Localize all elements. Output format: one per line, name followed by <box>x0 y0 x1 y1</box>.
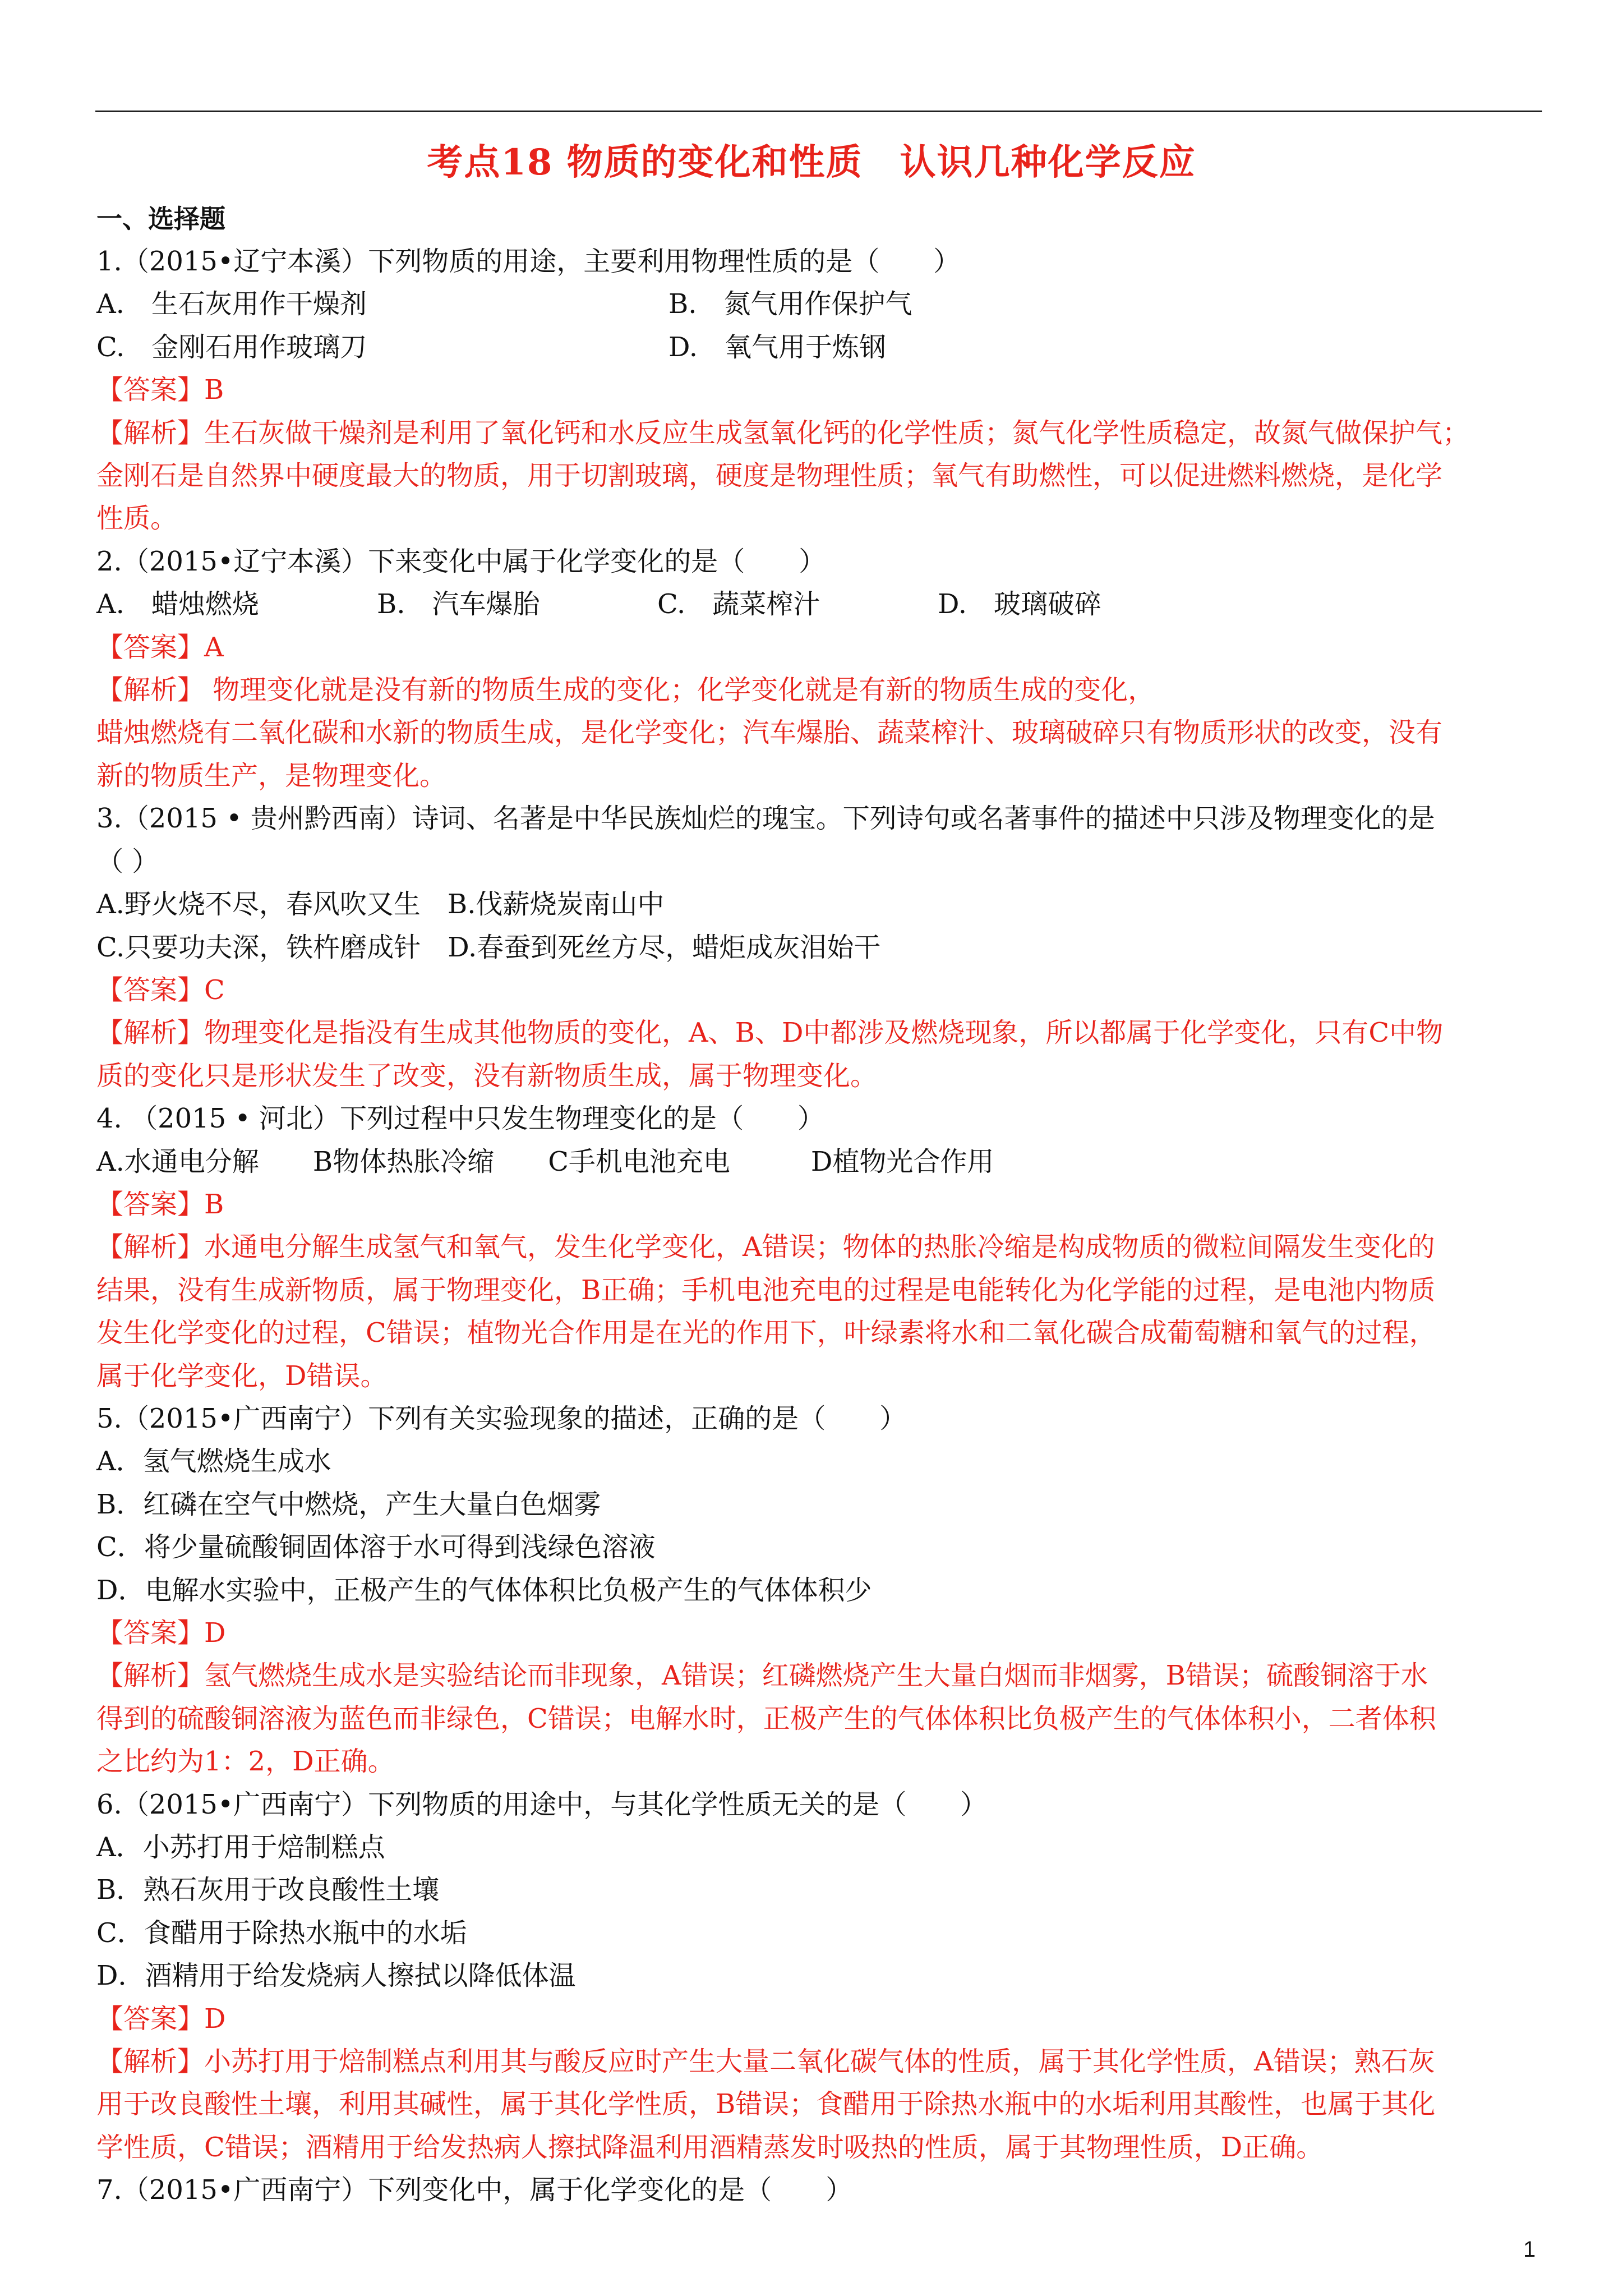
question-3-options-row-1: A.野火烧不尽，春风吹又生 B.伐薪烧炭南山中 <box>96 889 665 921</box>
question-2-options <box>96 583 1543 625</box>
question-5-analysis-line: 得到的硫酸铜溶液为蓝色而非绿色，C错误；电解水时，正极产生的气体体积比负极产生的气体体积小，二者体积 <box>96 1703 1436 1734</box>
question-4-answer: 【答案】B <box>96 1188 224 1220</box>
question-6-stem: 6.（2015•广西南宁）下列物质的用途中，与其化学性质无关的是（ ） <box>96 1788 988 1820</box>
question-1-answer: 【答案】B <box>96 374 224 406</box>
option-b: B．熟石灰用于改良酸性土壤 <box>96 1874 440 1906</box>
header-rule <box>95 111 1542 112</box>
option-c: C．将少量硫酸铜固体溶于水可得到浅绿色溶液 <box>96 1531 656 1563</box>
option-d: D．酒精用于给发烧病人擦拭以降低体温 <box>96 1960 576 1992</box>
option-a: A. 生石灰用作干燥剂 <box>96 288 367 320</box>
question-1-options-row-1 <box>96 283 1543 325</box>
question-3-analysis-line: 【解析】物理变化是指没有生成其他物质的变化，A、B、D中都涉及燃烧现象，所以都属于化学变化，只有C中物 <box>96 1017 1444 1049</box>
question-4-analysis-line: 【解析】水通电分解生成氢气和氧气，发生化学变化，A错误；物体的热胀冷缩是构成物质的微粒间隔发生变化的 <box>96 1231 1435 1263</box>
option-d: D．电解水实验中，正极产生的气体体积比负极产生的气体体积少 <box>96 1574 872 1606</box>
question-5-answer: 【答案】D <box>96 1617 226 1649</box>
question-1-stem: 1.（2015•辽宁本溪）下列物质的用途，主要利用物理性质的是（ ） <box>96 246 961 277</box>
option-c: C. 蔬菜榨汁 <box>657 588 820 620</box>
question-2-stem: 2.（2015•辽宁本溪）下来变化中属于化学变化的是（ ） <box>96 545 826 577</box>
option-d: D. 玻璃破碎 <box>938 588 1102 620</box>
option-b: B. 汽车爆胎 <box>377 588 540 620</box>
option-c: C．食醋用于除热水瓶中的水垢 <box>96 1917 467 1949</box>
question-1-analysis-line: 性质。 <box>96 503 178 535</box>
question-list <box>96 197 1543 2212</box>
question-6-analysis-line: 用于改良酸性土壤，利用其碱性，属于其化学性质，B错误；食醋用于除热水瓶中的水垢利用其酸性，也属于其化 <box>96 2088 1436 2120</box>
option-a: A. 蜡烛燃烧 <box>96 588 259 620</box>
question-3-options-row-2: C.只要功夫深，铁杵磨成针 D.春蚕到死丝方尽，蜡炬成灰泪始干 <box>96 931 881 963</box>
question-4-options: A.水通电分解 B物体热胀冷缩 C手机电池充电 D植物光合作用 <box>96 1145 994 1177</box>
question-7-stem: 7.（2015•广西南宁）下列变化中，属于化学变化的是（ ） <box>96 2174 853 2206</box>
option-a: A．氢气燃烧生成水 <box>96 1446 331 1478</box>
question-1-analysis-line: 【解析】生石灰做干燥剂是利用了氧化钙和水反应生成氢氧化钙的化学性质；氮气化学性质稳定，故氮气做保护气； <box>96 417 1470 449</box>
question-2-answer: 【答案】A <box>96 631 224 663</box>
option-d: D. 氧气用于炼钢 <box>668 331 887 363</box>
question-6-analysis-line: 学性质，C错误；酒精用于给发热病人擦拭降温利用酒精蒸发时吸热的性质，属于其物理性质，D正确。 <box>96 2131 1324 2163</box>
question-5-analysis-line: 之比约为1：2，D正确。 <box>96 1746 395 1778</box>
question-1-options-row-2 <box>96 326 1543 369</box>
section-heading: 一、选择题 <box>96 204 225 234</box>
option-c: C. 金刚石用作玻璃刀 <box>96 331 367 363</box>
question-3-stem: 3.（2015 • 贵州黔西南）诗词、名著是中华民族灿烂的瑰宝。下列诗句或名著事件的描述中只涉及物理变化的是 <box>96 803 1435 835</box>
page-number: 1 <box>1523 2237 1536 2262</box>
option-b: B．红磷在空气中燃烧，产生大量白色烟雾 <box>96 1488 601 1520</box>
question-6-answer: 【答案】D <box>96 2003 226 2035</box>
question-5-analysis-line: 【解析】氢气燃烧生成水是实验结论而非现象，A错误；红磷燃烧产生大量白烟而非烟雾，B错误；硫酸铜溶于水 <box>96 1660 1428 1692</box>
question-2-analysis-line: 新的物质生产，是物理变化。 <box>96 760 447 792</box>
question-6-analysis-line: 【解析】小苏打用于焙制糕点利用其与酸反应时产生大量二氧化碳气体的性质，属于其化学性质，A错误；熟石灰 <box>96 2046 1435 2078</box>
question-4-analysis-line: 结果，没有生成新物质，属于物理变化，B正确；手机电池充电的过程是电能转化为化学能的过程，是电池内物质 <box>96 1274 1436 1306</box>
option-b: B. 氮气用作保护气 <box>668 288 912 320</box>
question-4-stem: 4. （2015 • 河北）下列过程中只发生物理变化的是（ ） <box>96 1103 825 1135</box>
question-3-answer: 【答案】C <box>96 974 225 1006</box>
question-4-analysis-line: 属于化学变化，D错误。 <box>96 1360 388 1392</box>
question-4-analysis-line: 发生化学变化的过程，C错误；植物光合作用是在光的作用下，叶绿素将水和二氧化碳合成葡萄糖和氧气的过程， <box>96 1317 1436 1349</box>
option-a: A．小苏打用于焙制糕点 <box>96 1832 385 1864</box>
question-2-analysis-line: 蜡烛燃烧有二氧化碳和水新的物质生成，是化学变化；汽车爆胎、蔬菜榨汁、玻璃破碎只有物质形状的改变，没有 <box>96 717 1443 749</box>
page-title: 考点18 物质的变化和性质 认识几种化学反应 <box>427 141 1196 183</box>
question-1-analysis-line: 金刚石是自然界中硬度最大的物质，用于切割玻璃，硬度是物理性质；氧气有助燃性，可以促进燃料燃烧，是化学 <box>96 460 1443 492</box>
question-3-analysis-line: 质的变化只是形状发生了改变，没有新物质生成，属于物理变化。 <box>96 1060 878 1092</box>
question-5-stem: 5.（2015•广西南宁）下列有关实验现象的描述，正确的是（ ） <box>96 1402 907 1434</box>
question-2-analysis-line: 【解析】 物理变化就是没有新的物质生成的变化；化学变化就是有新的物质生成的变化， <box>96 674 1155 706</box>
question-3-stem-cont: （ ） <box>96 845 159 877</box>
